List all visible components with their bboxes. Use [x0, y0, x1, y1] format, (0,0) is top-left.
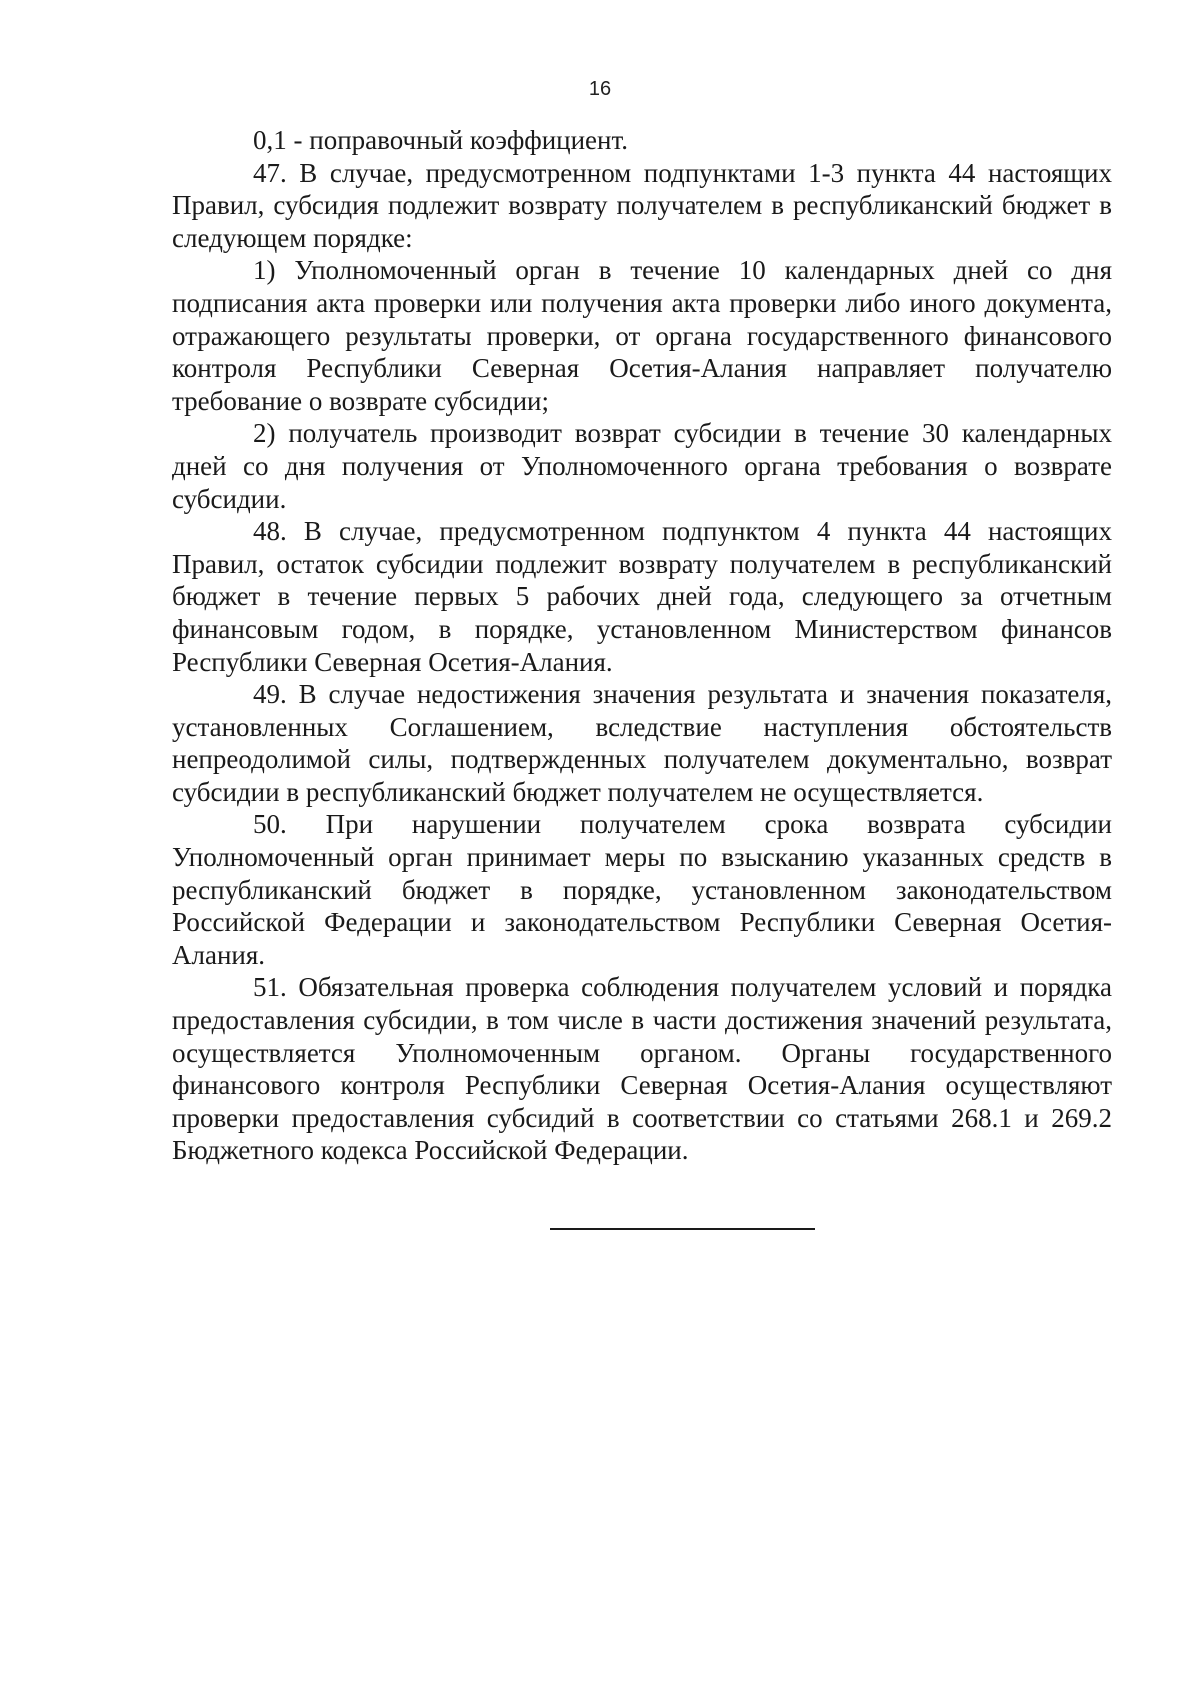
document-body — [172, 124, 1112, 1167]
end-divider — [550, 1228, 815, 1230]
paragraph-47: 47. В случае, предусмотренном подпунктами 1-3 пункта 44 настоящих Правил, субсидия подлежит возврату получателем в республиканский бюджет в следующем порядке: — [172, 157, 1112, 253]
paragraph-47-item-2: 2) получатель производит возврат субсидии в течение 30 календарных дней со дня получения от Уполномоченного органа требования о возврате субсидии. — [172, 418, 1112, 514]
paragraph-48: 48. В случае, предусмотренном подпунктом 4 пункта 44 настоящих Правил, остаток субсидии подлежит возврату получателем в республиканский бюджет в течение первых 5 рабочих дней года, следующего за отчетным финансовым годом, в порядке, установленном Министерством финансов Республики Северная Осетия-Алания. — [172, 516, 1112, 677]
paragraph-47-item-1: 1) Уполномоченный орган в течение 10 календарных дней со дня подписания акта проверки или получения акта проверки либо иного документа, отражающего результаты проверки, от органа государственного финансового контроля Республики Северная Осетия-Алания направляет получателю требование о возврате субсидии; — [172, 255, 1112, 416]
paragraph-51: 51. Обязательная проверка соблюдения получателем условий и порядка предоставления субсидии, в том числе в части достижения значений результата, осуществляется Уполномоченным органом. Органы государственного финансового контроля Республики Северная Осетия-Алания осуществляют проверки предоставления субсидий в соответствии со статьями 268.1 и 269.2 Бюджетного кодекса Российской Федерации. — [172, 972, 1112, 1166]
paragraph-49: 49. В случае недостижения значения результата и значения показателя, установленных Соглашением, вследствие наступления обстоятельств непреодолимой силы, подтвержденных получателем документально, возврат субсидии в республиканский бюджет получателем не осуществляется. — [172, 679, 1112, 807]
page-number: 16 — [588, 78, 612, 100]
paragraph-50: 50. При нарушении получателем срока возврата субсидии Уполномоченный орган принимает меры по взысканию указанных средств в республиканский бюджет в порядке, установленном законодательством Российской Федерации и законодательством Республики Северная Осетия-Алания. — [172, 809, 1112, 970]
paragraph-correction-coefficient: 0,1 - поправочный коэффициент. — [253, 125, 628, 155]
